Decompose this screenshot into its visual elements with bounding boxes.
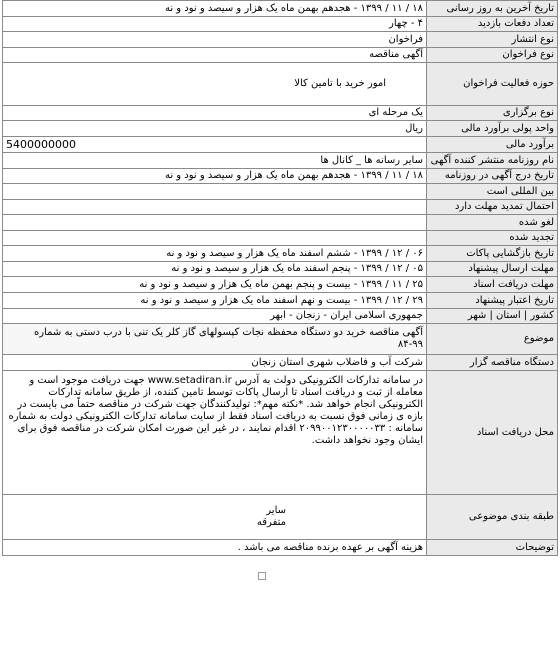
value: ۰۵ / ۱۲ / ۱۳۹۹ - پنجم اسفند ماه یک هزار و سیصد و نود و نه [3, 262, 427, 277]
label: تاریخ بازگشایی پاکات [427, 246, 558, 262]
label: مهلت دریافت اسناد [427, 277, 558, 293]
row-call-type [3, 48, 558, 63]
value [3, 495, 427, 540]
label: احتمال تمدید مهلت دارد [427, 200, 558, 215]
value: ۴ - چهار [3, 17, 427, 32]
row-cancelled [3, 215, 558, 231]
row-notes [3, 540, 558, 556]
row-subject [3, 324, 558, 355]
label: تعداد دفعات بازدید [427, 17, 558, 32]
value [3, 184, 427, 200]
label: نوع فراخوان [427, 48, 558, 63]
value: جمهوری اسلامی ایران - زنجان - ابهر [3, 309, 427, 324]
row-location [3, 309, 558, 324]
row-holding-type [3, 106, 558, 121]
row-doc-location [3, 371, 558, 495]
value: یک مرحله ای [3, 106, 427, 121]
row-organizer [3, 355, 558, 371]
pagination-checkbox[interactable] [258, 572, 266, 580]
label: دستگاه مناقصه گزار [427, 355, 558, 371]
value: ۲۹ / ۱۲ / ۱۳۹۹ - بیست و نهم اسفند ماه یک هزار و سیصد و نود و نه [3, 293, 427, 309]
label: برآورد مالی [427, 137, 558, 153]
label: تاریخ درج آگهی در روزنامه [427, 169, 558, 184]
label: بین المللی است [427, 184, 558, 200]
row-international [3, 184, 558, 200]
value: در سامانه تدارکات الکترونیکی دولت به آدرس www.setadiran.ir جهت دریافت موجود است و معامله از ثبت و دریافت اسناد تا ارسال پاکات توسط تامین کننده، از طریق سامانه تدارکات الکترونیکی انجام خواهد شد. *نکته مهم*: تولیدکنندگان جهت شرکت در مناقصه حتماً می بایست در بازه ی زمانی فوق نسبت به دریافت اسناد فقط از سایت سامانه تدارکات الکترونیکی دولت به شماره سامانه : ۲۰۹۹۰۰۱۲۳۰۰۰۰۰۳۳ اقدام نمایند ، در غیر این صورت امکان شرکت در مناقصه فوق برای ایشان وجود نخواهد داشت. [3, 371, 427, 495]
label: لغو شده [427, 215, 558, 231]
tender-details [2, 0, 558, 556]
label: کشور | استان | شهر [427, 309, 558, 324]
details-table [2, 0, 558, 556]
row-activity-area [3, 63, 558, 106]
row-submit-deadline [3, 262, 558, 277]
label: نوع برگزاری [427, 106, 558, 121]
label: مهلت ارسال پیشنهاد [427, 262, 558, 277]
label: تجدید شده [427, 231, 558, 246]
value: ۱۸ / ۱۱ / ۱۳۹۹ - هجدهم بهمن ماه یک هزار و سیصد و نود و نه [3, 169, 427, 184]
label: موضوع [427, 324, 558, 355]
label: نوع انتشار [427, 32, 558, 48]
label: حوزه فعالیت فراخوان [427, 63, 558, 106]
label: توضیحات [427, 540, 558, 556]
row-visit-count [3, 17, 558, 32]
label: محل دریافت اسناد [427, 371, 558, 495]
row-category [3, 495, 558, 540]
value: شرکت آب و فاضلاب شهری استان زنجان [3, 355, 427, 371]
row-estimate [3, 137, 558, 153]
label: نام روزنامه منتشر کننده آگهی [427, 153, 558, 169]
row-newspaper-date [3, 169, 558, 184]
label: تاریخ اعتبار پیشنهاد [427, 293, 558, 309]
value [3, 215, 427, 231]
row-newspaper [3, 153, 558, 169]
value: سایر رسانه ها _ کانال ها [3, 153, 427, 169]
value: آگهی مناقصه [3, 48, 427, 63]
row-renewed [3, 231, 558, 246]
value: هزینه آگهی بر عهده برنده مناقصه می باشد . [3, 540, 427, 556]
value [3, 200, 427, 215]
row-publish-type [3, 32, 558, 48]
value: آگهی مناقصه خرید دو دستگاه محفظه نجات کپسولهای گاز کلر یک تنی با درب دستی به شماره ۹۹-۸۴ [3, 324, 427, 355]
row-currency [3, 121, 558, 137]
label: واحد پولی برآورد مالی [427, 121, 558, 137]
value: ۲۵ / ۱۱ / ۱۳۹۹ - بیست و پنجم بهمن ماه یک هزار و سیصد و نود و نه [3, 277, 427, 293]
category-primary: سایر [266, 505, 286, 516]
label: طبقه بندی موضوعی [427, 495, 558, 540]
value: فراخوان [3, 32, 427, 48]
row-opening-date [3, 246, 558, 262]
row-last-update [3, 1, 558, 17]
value: ۱۸ / ۱۱ / ۱۳۹۹ - هجدهم بهمن ماه یک هزار و سیصد و نود و نه [3, 1, 427, 17]
value: امور خرید با تامین کالا [3, 63, 427, 106]
value: 5400000000 [3, 137, 427, 153]
row-offer-validity [3, 293, 558, 309]
category-secondary: متفرقه [256, 517, 286, 528]
value [3, 231, 427, 246]
label: تاریخ آخرین به روز رسانی [427, 1, 558, 17]
value: ریال [3, 121, 427, 137]
row-doc-deadline [3, 277, 558, 293]
row-extension [3, 200, 558, 215]
value: ۰۶ / ۱۲ / ۱۳۹۹ - ششم اسفند ماه یک هزار و سیصد و نود و نه [3, 246, 427, 262]
